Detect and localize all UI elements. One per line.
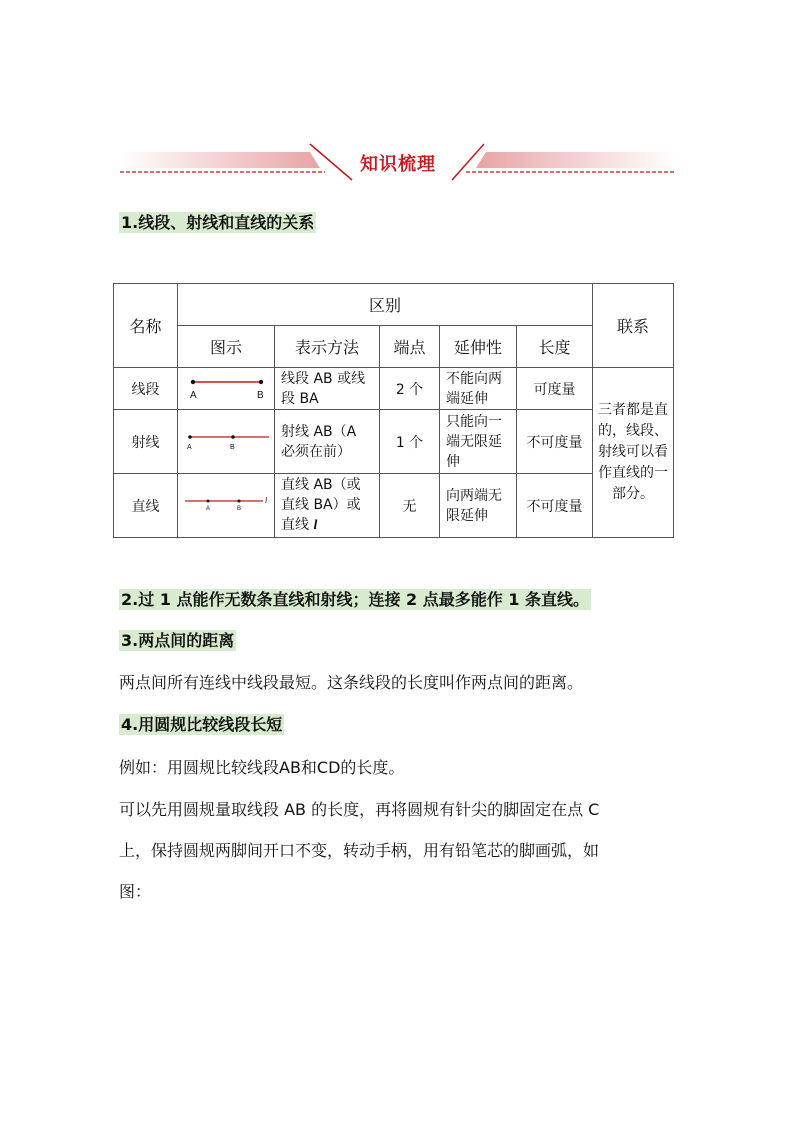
point-b-label: B — [257, 389, 264, 401]
relationship-table — [113, 283, 674, 538]
row-extension: 不能向两端延伸 — [440, 368, 517, 410]
row-name: 直线 — [114, 474, 178, 538]
line-diagram — [178, 474, 275, 538]
header-link: 联系 — [593, 284, 674, 368]
table-row — [114, 410, 674, 474]
subheader-diagram: 图示 — [178, 326, 275, 368]
section-4-line-3: 图： — [119, 882, 152, 901]
line-figure — [181, 489, 271, 519]
row-endpoints: 2 个 — [380, 368, 440, 410]
section-4-heading — [119, 713, 284, 737]
row-name: 线段 — [114, 368, 178, 410]
row-extension: 只能向一端无限延伸 — [440, 410, 517, 474]
row-notation-text: 直线 AB（或直线 BA）或直线 — [281, 477, 361, 533]
ray-diagram — [178, 410, 275, 474]
point-a-label: A — [187, 443, 192, 451]
table-row — [114, 474, 674, 538]
section-3-heading — [119, 629, 236, 653]
section-3-text: 两点间所有连线中线段最短。这条线段的长度叫作两点间的距离。 — [119, 673, 584, 692]
line-l-symbol: l — [313, 518, 318, 533]
row-notation: 射线 AB（A 必须在前） — [275, 410, 380, 474]
row-length: 可度量 — [517, 368, 593, 410]
row-name: 射线 — [114, 410, 178, 474]
point-a-label: A — [190, 389, 197, 401]
table-row — [114, 368, 674, 410]
section-4-line-1: 可以先用圆规量取线段 AB 的长度，再将圆规有针尖的脚固定在点 C — [119, 800, 600, 819]
section-1-heading-text: 1.线段、射线和直线的关系 — [121, 213, 315, 232]
section-2-heading-text: 2.过 1 点能作无数条直线和射线；连接 2 点最多能作 1 条直线。 — [121, 590, 590, 609]
section-4-heading-text: 4.用圆规比较线段长短 — [121, 715, 283, 734]
section-2-heading — [119, 588, 591, 612]
point-a-label: A — [206, 505, 211, 512]
section-3-heading-text: 3.两点间的距离 — [121, 631, 235, 650]
subheader-notation: 表示方法 — [275, 326, 380, 368]
row-length: 不可度量 — [517, 410, 593, 474]
row-endpoints: 1 个 — [380, 410, 440, 474]
section-1-heading — [119, 211, 316, 235]
segment-figure — [181, 372, 271, 402]
subheader-extension: 延伸性 — [440, 326, 517, 368]
section-4-example: 例如：用圆规比较线段AB和CD的长度。 — [119, 758, 405, 777]
header-difference: 区别 — [178, 284, 593, 326]
line-l-label: l — [265, 495, 268, 505]
point-b-label: B — [237, 505, 242, 512]
section-4-line-2: 上，保持圆规两脚间开口不变，转动手柄，用有铅笔芯的脚画弧，如 — [119, 841, 600, 860]
banner-title: 知识梳理 — [360, 154, 436, 175]
row-notation — [275, 474, 380, 538]
link-text: 三者都是直的，线段、射线可以看作直线的一部分。 — [593, 368, 674, 538]
point-b-label: B — [230, 443, 235, 451]
segment-diagram — [178, 368, 275, 410]
row-notation: 线段 AB 或线段 BA — [275, 368, 380, 410]
ray-figure — [181, 425, 271, 455]
header-name: 名称 — [114, 284, 178, 368]
row-endpoints: 无 — [380, 474, 440, 538]
row-extension: 向两端无限延伸 — [440, 474, 517, 538]
row-length: 不可度量 — [517, 474, 593, 538]
subheader-length: 长度 — [517, 326, 593, 368]
subheader-endpoints: 端点 — [380, 326, 440, 368]
